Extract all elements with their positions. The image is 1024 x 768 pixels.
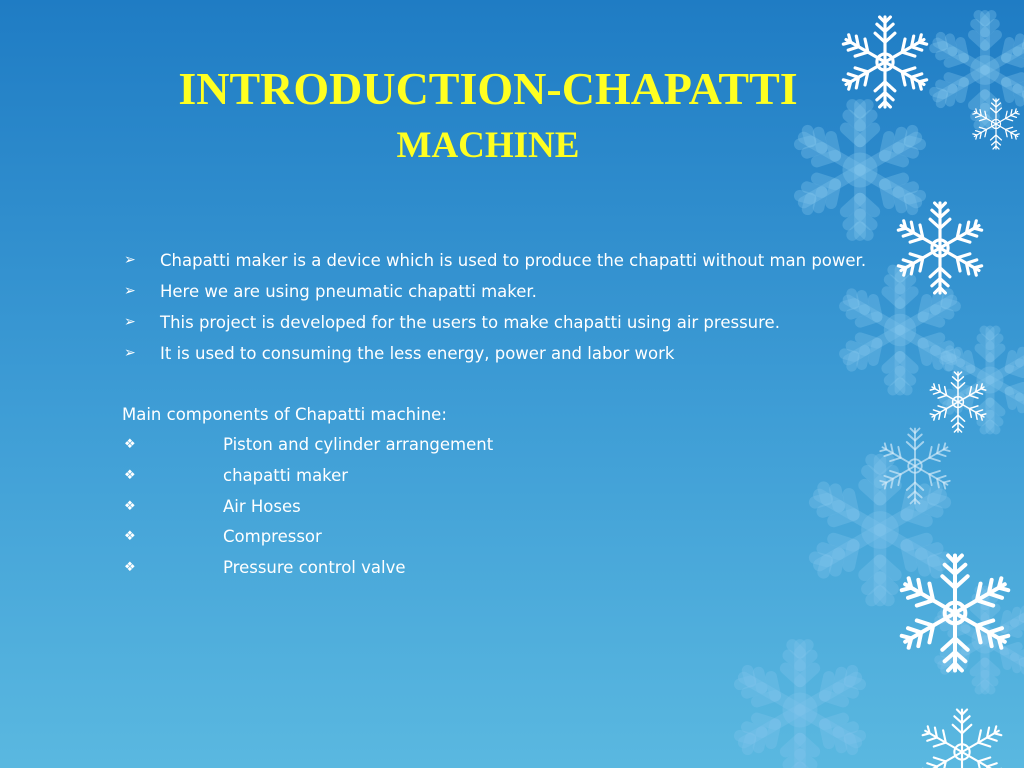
component-text: Piston and cylinder arrangement: [223, 435, 494, 454]
component-item: [122, 435, 912, 455]
diamond-bullet-icon: ❖: [124, 467, 136, 483]
arrow-bullet-icon: ➢: [124, 252, 136, 268]
bullet-text: Chapatti maker is a device which is used to produce the chapatti without man power.: [160, 251, 867, 270]
component-item: [122, 497, 912, 517]
arrow-bullet-icon: ➢: [124, 283, 136, 299]
bullet-item: [122, 345, 912, 362]
component-text: Compressor: [223, 527, 322, 547]
diamond-bullet-icon: ❖: [124, 560, 136, 576]
bullet-item: [122, 252, 912, 269]
diamond-bullet-icon: ❖: [124, 498, 136, 514]
bullet-list: [122, 252, 912, 362]
bullet-text: This project is developed for the users to make chapatti using air pressure.: [160, 313, 780, 332]
slide-subtitle: MACHINE: [396, 125, 580, 166]
bullet-item: [122, 283, 912, 300]
components-list: [122, 435, 912, 578]
bullet-item: [122, 314, 912, 331]
arrow-bullet-icon: ➢: [124, 345, 136, 361]
components-heading: Main components of Chapatti machine:: [122, 405, 447, 424]
component-text: Pressure control valve: [223, 558, 406, 578]
component-item: [122, 527, 912, 547]
component-item: [122, 558, 912, 578]
bullet-text: Here we are using pneumatic chapatti maker.: [160, 282, 537, 301]
bullet-text: It is used to consuming the less energy, power and labor work: [160, 344, 675, 363]
slide-title: INTRODUCTION-CHAPATTI: [178, 63, 798, 114]
component-text: chapatti maker: [223, 465, 349, 485]
component-item: [122, 466, 912, 486]
slide-body: [122, 252, 912, 589]
arrow-bullet-icon: ➢: [124, 314, 136, 330]
component-text: Air Hoses: [223, 496, 301, 516]
diamond-bullet-icon: ❖: [124, 529, 136, 545]
diamond-bullet-icon: ❖: [124, 437, 136, 452]
